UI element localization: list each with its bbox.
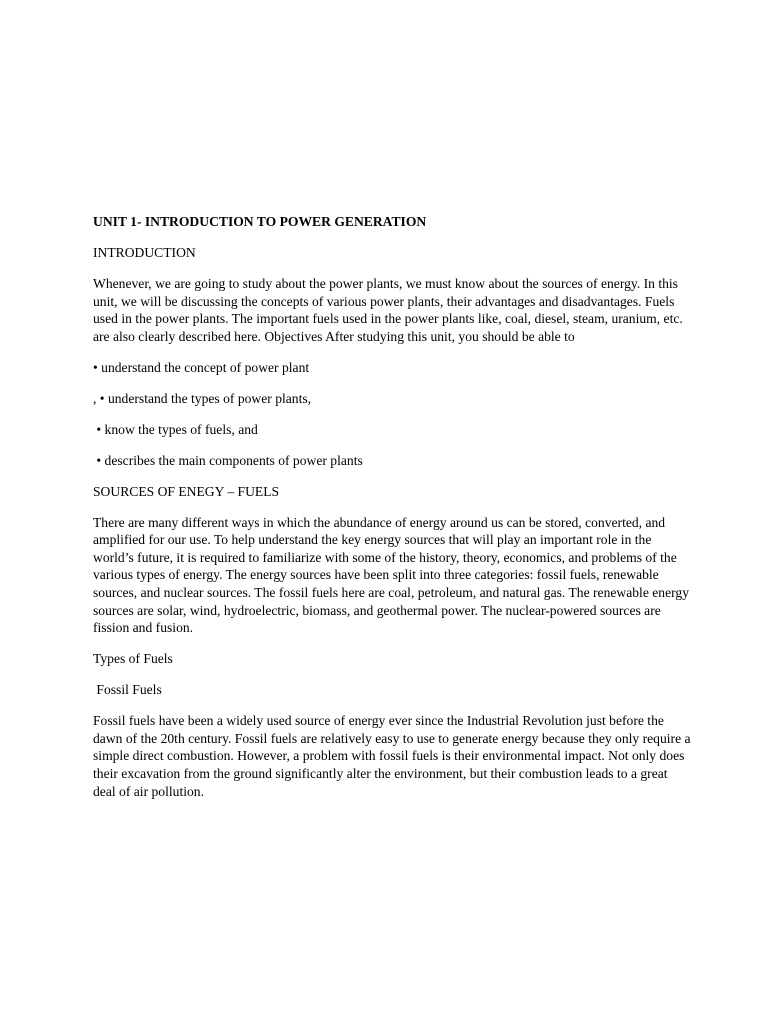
fossil-fuels-heading: Fossil Fuels bbox=[93, 682, 162, 698]
types-of-fuels-heading: Types of Fuels bbox=[93, 651, 173, 667]
sources-paragraph: There are many different ways in which the abundance of energy around us can be stored, converted, and amplified for our use. To help understand the key energy sources that will play an important role in the world’s future, it is required to familiarize with some of the history, theory, economics, and problems of the various types of energy. The energy sources have been split into three categories: fossil fuels, renewable sources, and nuclear sources. The fossil fuels here are coal, petroleum, and natural gas. The renewable energy sources are solar, wind, hydroelectric, biomass, and geothermal power. The nuclear-powered sources are fission and fusion. bbox=[93, 514, 690, 636]
intro-paragraph: Whenever, we are going to study about the power plants, we must know about the sources of energy. In this unit, we will be discussing the concepts of various power plants, their advantages and disadvantages. Fuels used in the power plants. The important fuels used in the power plants like, coal, diesel, steam, uranium, etc. are also clearly described here. Objectives After studying this unit, you should be able to bbox=[93, 275, 683, 344]
objective-item: • understand the concept of power plant bbox=[93, 359, 310, 375]
objective-item: • describes the main components of power plants bbox=[93, 452, 363, 468]
document-body bbox=[93, 213, 693, 814]
objective-item: , • understand the types of power plants, bbox=[93, 390, 312, 406]
fossil-fuels-paragraph: Fossil fuels have been a widely used source of energy ever since the Industrial Revolution just before the dawn of the 20th century. Fossil fuels are relatively easy to use to generate energy because they only require a simple direct combustion. However, a problem with fossil fuels is their environmental impact. Not only does their excavation from the ground significantly alter the environment, but their combustion leads to a great deal of air pollution. bbox=[93, 713, 691, 799]
objective-item: • know the types of fuels, and bbox=[93, 421, 258, 437]
sources-heading: SOURCES OF ENEGY – FUELS bbox=[93, 483, 280, 499]
introduction-heading: INTRODUCTION bbox=[93, 244, 196, 260]
unit-title: UNIT 1- INTRODUCTION TO POWER GENERATION bbox=[93, 214, 427, 229]
